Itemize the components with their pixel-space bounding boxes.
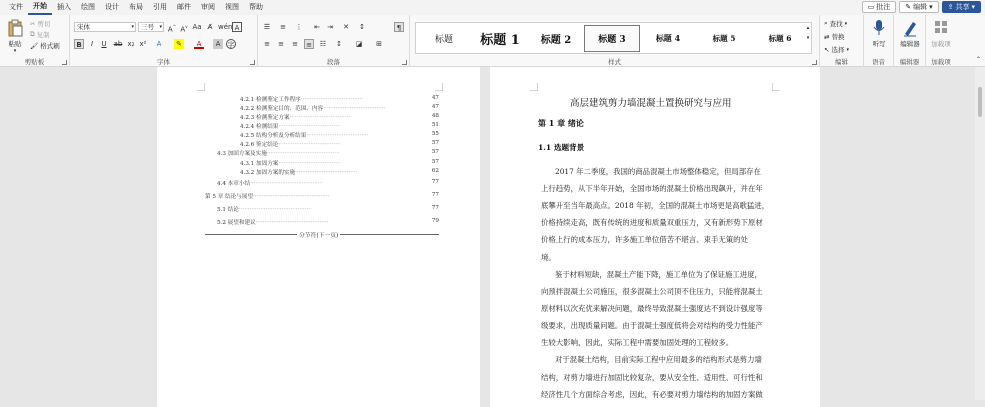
share-button[interactable]: ⇪ 共享 ▾ — [942, 1, 981, 13]
italic-icon[interactable]: I — [90, 40, 94, 48]
paragraph-line[interactable]: 级要求，出现质量问题。由于混凝土强度低将会对结构的受力性能产 — [541, 321, 763, 330]
toc-entry[interactable]: 4.3.2 加固方案的实施··································· 62 — [240, 168, 439, 176]
addins-group: 加载项 加载项 — [926, 15, 956, 67]
menu-mailings[interactable]: 邮件 — [177, 3, 191, 11]
chevron-down-icon: ▾ — [13, 48, 17, 54]
font-name-combo[interactable]: 宋体 ▾ — [74, 22, 136, 32]
scissors-icon: ✂ — [30, 19, 36, 28]
paragraph-line[interactable]: 结构，对剪力墙进行加固比较复杂，要从安全性、适用性、可行性和 — [541, 373, 763, 382]
menu-home[interactable]: 开始 — [28, 0, 52, 15]
toc-entry[interactable]: 4.2.3 检测鉴定方案··································· 48 — [240, 113, 439, 121]
cursor-icon: ↖ — [824, 45, 830, 54]
chevron-down-icon: ▾ — [929, 3, 933, 11]
toc-entry[interactable]: 4.2.5 结构分析及分析结果··································· 55 — [240, 131, 439, 139]
style-heading-1[interactable]: 标题 1 — [480, 33, 520, 48]
chevron-down-icon: ▾ — [159, 24, 162, 30]
paragraph-line[interactable]: 生较大影响，因此，实际工程中需要加固处理的工程较多。 — [541, 338, 734, 347]
paragraph-line[interactable]: 2017 年二季度，我国的商品混凝土市场整体稳定，但局部存在 — [555, 167, 761, 176]
left-page — [157, 67, 480, 407]
clear-formatting-icon[interactable]: A̸ — [207, 23, 213, 31]
styles-group: 样式 — [410, 15, 820, 67]
editing-group: ⌕ 查找 ▾ ⇄ 替换 ↖ 选择 ▾ 编辑 — [820, 15, 864, 67]
show-marks-icon[interactable]: ¶ — [394, 22, 404, 32]
line-spacing-icon[interactable]: ↕ — [336, 40, 342, 48]
clipboard-group: 粘贴 ▾ ✂ 剪切 ⧉ 复制 🖌 格式刷 剪贴板 — [0, 15, 70, 67]
paragraph-dialog-launcher[interactable] — [402, 60, 407, 65]
section-heading[interactable]: 1.1 选题背景 — [538, 143, 585, 152]
search-icon: ⌕ — [824, 19, 828, 27]
paragraph-line[interactable]: 价格上行的成本压力，许多施工单位借苦不堪言、束手无策的处 — [541, 235, 748, 244]
editor-icon — [902, 19, 918, 37]
cut-button[interactable]: ✂ 剪切 — [30, 19, 51, 28]
grow-font-icon[interactable]: A^ — [167, 24, 177, 34]
paragraph-line[interactable]: 对于混凝土结构，目前实际工程中应用最多的结构形式是剪力墙 — [555, 355, 762, 364]
paste-button[interactable]: 粘贴 ▾ — [3, 19, 27, 54]
margin-corner-icon — [197, 83, 205, 91]
chinese-layout-icon[interactable]: ✕ — [343, 23, 349, 31]
menu-insert[interactable]: 插入 — [57, 3, 71, 11]
paragraph-line[interactable]: 底攀升至当年最高点。2018 年初，全国的混凝土市场更是高歌猛进， — [541, 201, 770, 210]
copy-button[interactable]: ⧉ 复制 — [30, 30, 50, 39]
ribbon — [0, 15, 985, 67]
editor-button[interactable]: 编辑器 — [895, 19, 925, 48]
increase-indent-icon[interactable]: ⇥ — [327, 23, 333, 31]
paste-icon — [7, 19, 23, 37]
style-heading-6[interactable]: 标题 6 — [768, 34, 792, 43]
scrollbar-thumb[interactable] — [978, 87, 982, 117]
voice-group: 听写 语音 — [864, 15, 894, 67]
brush-icon: 🖌 — [30, 41, 39, 50]
clipboard-dialog-launcher[interactable] — [62, 60, 67, 65]
toc-entry[interactable]: 4.2.6 鉴定结论··································· 57 — [240, 140, 439, 148]
select-button[interactable]: ↖ 选择 ▾ — [824, 45, 849, 54]
menu-layout[interactable]: 布局 — [129, 3, 143, 11]
font-dialog-launcher[interactable] — [250, 60, 255, 65]
font-size-combo[interactable]: 三号 ▾ — [138, 22, 164, 32]
comments-button[interactable]: ▭ 批注 — [862, 1, 897, 13]
replace-icon: ⇄ — [824, 32, 830, 41]
document-title[interactable]: 高层建筑剪力墙混凝土置换研究与应用 — [570, 98, 732, 109]
justify-icon[interactable]: ≡ — [304, 39, 314, 49]
align-center-icon[interactable]: ≡ — [278, 40, 284, 48]
editor-group: 编辑器 编辑器 — [894, 15, 926, 67]
comment-icon: ▭ — [867, 3, 875, 11]
chevron-down-icon: ▾ — [846, 46, 849, 53]
style-heading-4[interactable]: 标题 4 — [655, 33, 681, 43]
paragraph-line[interactable]: 上行趋势，从下半年开始，全国市场的混凝土价格出现飙升，并在年 — [541, 184, 763, 193]
toc-entry[interactable]: 5.1 结论········································· 77 — [217, 205, 439, 213]
grid-icon — [933, 19, 949, 37]
menu-bar — [0, 0, 985, 15]
toc-entry[interactable]: 第 5 章 结论与展望··········································· 77 — [205, 192, 439, 200]
margin-corner-icon — [530, 83, 538, 91]
paragraph-line[interactable]: 价格持续走高，既有传统的进度和质量双重压力，又有新形势下原材 — [541, 218, 763, 227]
phonetic-guide-icon[interactable]: wén — [218, 23, 233, 31]
menu-review[interactable]: 审阅 — [201, 3, 215, 11]
paragraph-line[interactable]: 鉴于材料短缺，混凝土产能下降，施工单位为了保证施工进度， — [555, 270, 762, 279]
highlight-icon[interactable]: ✎ — [174, 39, 184, 49]
change-case-icon[interactable]: Aa — [192, 23, 202, 31]
paragraph-line[interactable]: 经济性几个方面综合考虑，因此，有必要对剪力墙结构的加固方案做 — [541, 390, 763, 399]
pencil-icon: ✎ — [905, 3, 912, 11]
chevron-down-icon: ▾ — [806, 35, 810, 41]
text-effects-icon[interactable]: A — [156, 40, 162, 48]
menu-file[interactable]: 文件 — [9, 3, 23, 11]
character-shading-icon[interactable]: A — [213, 39, 223, 49]
vertical-scrollbar[interactable] — [975, 67, 985, 400]
editing-mode-button[interactable]: ✎ 编辑 ▾ — [899, 1, 938, 13]
font-color-icon[interactable]: A — [194, 39, 204, 49]
chevron-down-icon: ▾ — [844, 20, 848, 27]
underline-icon[interactable]: U — [101, 40, 107, 48]
superscript-icon[interactable]: x² — [139, 40, 147, 48]
share-icon: ⇪ — [947, 3, 954, 11]
character-border-icon[interactable]: A — [232, 22, 242, 32]
style-heading-5[interactable]: 标题 5 — [712, 34, 736, 43]
copy-icon: ⧉ — [30, 30, 35, 38]
toc-entry[interactable]: 4.4 本章小结········································· 77 — [217, 179, 439, 187]
menu-help[interactable]: 帮助 — [249, 3, 263, 11]
toc-entry[interactable]: 4.2.1 检测鉴定工作程序··································· 47 — [240, 95, 439, 103]
bullets-icon[interactable]: ☰ — [263, 23, 271, 31]
find-button[interactable]: ⌕ 查找 ▾ — [824, 19, 848, 28]
numbering-icon[interactable]: ≡ — [280, 23, 286, 31]
menu-references[interactable]: 引用 — [153, 3, 167, 11]
toc-entry[interactable]: 4.3.1 加固方案··································· 57 — [240, 159, 439, 167]
menu-view[interactable]: 视图 — [225, 3, 239, 11]
margin-corner-icon — [435, 83, 443, 91]
section-break-label: 分节符(下一页) — [297, 230, 340, 239]
chapter-heading[interactable]: 第 1 章 绪论 — [538, 118, 584, 128]
toc-entry[interactable]: 5.2 展望和建议········································· 79 — [217, 218, 439, 226]
align-right-icon[interactable]: ≡ — [292, 40, 298, 48]
styles-dialog-launcher[interactable] — [812, 60, 817, 65]
style-heading-2[interactable]: 标题 2 — [540, 35, 572, 46]
menu-draw[interactable]: 绘图 — [81, 3, 95, 11]
sort-icon[interactable]: ↕ — [359, 23, 365, 31]
toc-entry[interactable]: 4.2.2 检测鉴定目的、范围、内容··································· 47 — [240, 104, 439, 112]
paragraph-line[interactable]: 向预拌混凝土公司施压，很多混凝土公司顶不住压力，只能将混凝土 — [541, 287, 763, 296]
bold-icon[interactable]: B — [74, 39, 84, 49]
style-heading-3[interactable]: 标题 3 — [584, 25, 640, 52]
paragraph-line[interactable]: 原材料以次充优来解决问题，最终导致混凝土强度达不到设计强度等 — [541, 304, 763, 313]
chevron-down-icon: ▾ — [971, 3, 975, 11]
paragraph-line[interactable]: 境。 — [541, 253, 556, 262]
multilevel-list-icon[interactable]: ⋮ — [295, 23, 303, 31]
distributed-icon[interactable]: ☷ — [319, 40, 327, 48]
document-area — [0, 67, 985, 400]
subscript-icon[interactable]: x₂ — [127, 40, 135, 48]
microphone-icon — [871, 19, 887, 37]
shading-icon[interactable]: ◪ — [355, 40, 363, 48]
style-title[interactable]: 标题 — [434, 35, 453, 45]
margin-corner-icon — [772, 83, 780, 91]
toc-entry[interactable]: 4.2.4 检测结果··································· 51 — [240, 122, 439, 130]
replace-button[interactable]: ⇄ 替换 — [824, 32, 845, 41]
dictate-button[interactable]: 听写 — [864, 19, 894, 48]
shrink-font-icon[interactable]: $A^v$ — [180, 24, 188, 34]
styles-gallery — [415, 22, 812, 54]
toc-entry[interactable]: 4.3 加固方案及实施········································· 57 — [217, 149, 439, 157]
format-painter-button[interactable]: 🖌 格式刷 — [30, 41, 60, 50]
styles-scroll[interactable] — [805, 23, 811, 53]
addins-button[interactable]: 加载项 — [926, 19, 956, 48]
menu-design[interactable]: 设计 — [105, 3, 119, 11]
strikethrough-icon[interactable]: ab — [113, 40, 123, 48]
align-left-icon[interactable]: ≡ — [264, 40, 270, 48]
decrease-indent-icon[interactable]: ⇤ — [314, 23, 320, 31]
collapse-ribbon-icon[interactable]: ⌃ — [975, 56, 981, 63]
borders-icon[interactable]: ⊞ — [376, 40, 382, 48]
enclose-character-icon[interactable]: 字 — [227, 41, 235, 49]
chevron-up-icon: ▴ — [806, 25, 810, 31]
paragraph-group: ☰ ≡ ⋮ ⇤ ⇥ ✕ ↕ ¶ ≡ ≡ ≡ ≡ ☷ ↕ ◪ ⊞ 段落 — [258, 15, 410, 67]
font-group: 宋体 ▾ 三号 ▾ A^ $A^v$ Aa A̸ wén A B I U ab x₂ x² A ✎ A A 字 字体 — [70, 15, 258, 67]
chevron-down-icon: ▾ — [131, 24, 134, 30]
